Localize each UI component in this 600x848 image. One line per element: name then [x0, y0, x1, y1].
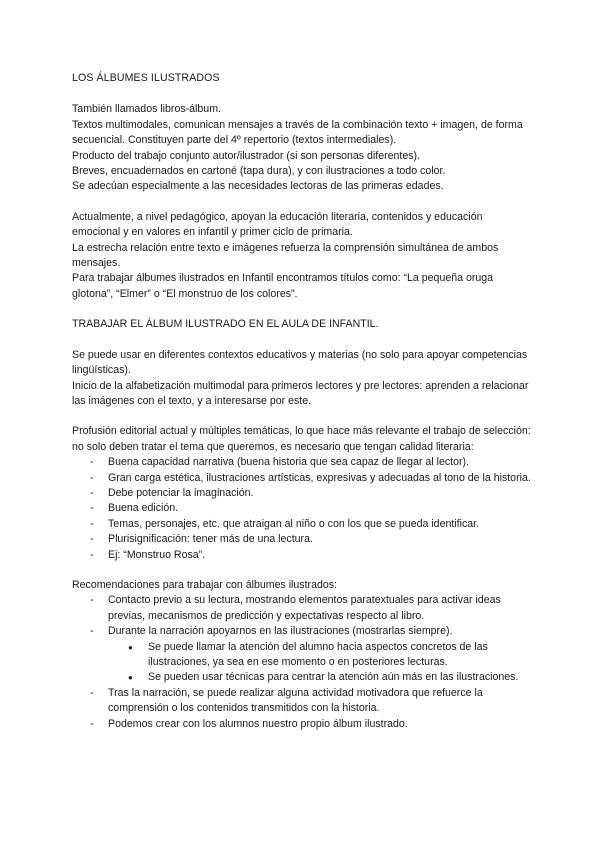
list-item	[72, 624, 532, 686]
list-item: - Buena capacidad narrativa (buena historia que sea capaz de llegar al lector).	[72, 455, 532, 470]
spacer	[72, 302, 532, 317]
recommendations-list	[72, 593, 532, 732]
list-item: - Tras la narración, se puede realizar alguna actividad motivadora que refuerce la comprensión o los contenidos transmitidos con la historia.	[72, 686, 532, 717]
spacer	[72, 563, 532, 578]
list-item: - Podemos crear con los alumnos nuestro propio álbum ilustrado.	[72, 717, 532, 732]
sub-list-item: ● Se puede llamar la atención del alumno hacia aspectos concretos de las ilustraciones, ya sea en ese momento o en posteriores lecturas.	[108, 640, 532, 671]
list-item: - Gran carga estética, ilustraciones artísticas, expresivas y adecuadas al tono de la historia.	[72, 471, 532, 486]
uses-paragraph: Se puede usar en diferentes contextos educativos y materias (no solo para apoyar competencias lingüísticas).	[72, 348, 528, 377]
page-title: LOS ÁLBUMES ILUSTRADOS	[72, 72, 220, 84]
uses-paragraph: Inicio de la alfabetización multimodal para primeros lectores y pre lectores: aprenden a relacionar las imágenes con el texto, y a interesarse por este.	[72, 379, 529, 407]
intro-line: Se adecúan especialmente a las necesidades lectoras de las primeras edades.	[72, 180, 444, 193]
sub-list-item: ● Se pueden usar técnicas para centrar la atención aún más en las ilustraciones.	[108, 670, 532, 685]
section-heading: TRABAJAR EL ÁLBUM ILUSTRADO EN EL AULA DE INFANTIL.	[72, 318, 379, 331]
list-item: - Contacto previo a su lectura, mostrando elementos paratextuales para activar ideas previas, mecanismos de predicción y expectativas respecto al libro.	[72, 593, 532, 624]
actual-paragraph: Para trabajar álbumes ilustrados en Infantil encontramos títulos como: “La pequeña oruga glotona”, “Elmer” o “El monstruo de los colores”.	[72, 272, 494, 300]
list-item: - Buena edición.	[72, 501, 532, 516]
quality-list	[72, 455, 532, 563]
sub-list	[108, 640, 532, 686]
list-item-text: Durante la narración apoyarnos en las ilustraciones (mostrarlas siempre).	[108, 625, 453, 638]
intro-line: Breves, encuadernados en cartoné (tapa dura), y con ilustraciones a todo color.	[72, 165, 446, 178]
intro-line: Producto del trabajo conjunto autor/ilustrador (si son personas diferentes).	[72, 149, 421, 162]
list-item: - Temas, personajes, etc. que atraigan al niño o con los que se pueda identificar.	[72, 517, 532, 532]
spacer	[72, 333, 532, 348]
recommendations-heading: Recomendaciones para trabajar con álbumes ilustrados:	[72, 578, 337, 591]
list-item: - Debe potenciar la imaginación.	[72, 486, 532, 501]
profusion-paragraph: Profusión editorial actual y múltiples temáticas, lo que hace más relevante el trabajo de selección: no solo deben tratar el tema que queremos, es necesario que tengan calidad literaria:	[72, 425, 531, 453]
actual-paragraph: Actualmente, a nivel pedagógico, apoyan la educación literaria, contenidos y educación emocional y en valores en infantil y primer ciclo de primaria.	[72, 210, 483, 239]
document-body	[72, 71, 532, 732]
spacer	[72, 195, 532, 210]
intro-line: Textos multimodales, comunican mensajes a través de la combinación texto + imagen, de forma secuencial. Constituyen parte del 4º repertorio (textos intermediales).	[72, 118, 523, 147]
list-item: - Plurisignificación: tener más de una lectura.	[72, 532, 532, 547]
intro-line: También llamados libros-álbum.	[72, 103, 221, 116]
list-item: - Ej: “Monstruo Rosa”.	[72, 548, 532, 563]
actual-paragraph: La estrecha relación entre texto e imágenes refuerza la comprensión simultánea de ambos mensajes.	[72, 241, 499, 270]
spacer	[72, 409, 532, 424]
